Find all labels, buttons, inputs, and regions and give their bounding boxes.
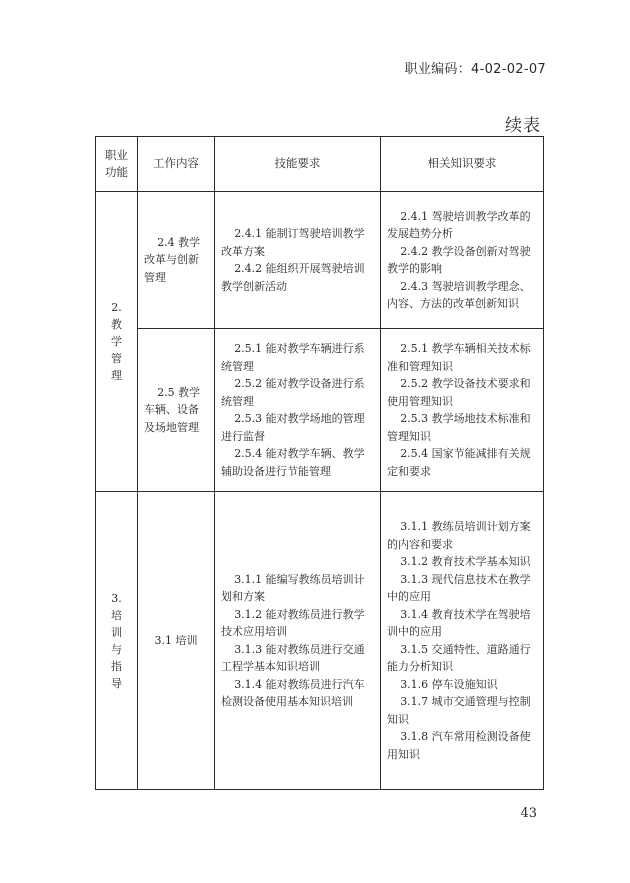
skills-cell <box>215 492 381 790</box>
skill-item: 2.5.4 能对教学车辆、教学辅助设备进行节能管理 <box>221 447 365 478</box>
table-header-row <box>96 137 544 192</box>
header-function <box>96 137 138 192</box>
knowledge-item: 3.1.2 教育技术学基本知识 <box>400 555 531 568</box>
knowledge-item: 3.1.6 停车设施知识 <box>400 677 498 691</box>
function-label-char: 理 <box>111 369 122 382</box>
work-cell: 3.1 培训 <box>138 492 215 790</box>
skill-item: 3.1.2 能对教练员进行教学技术应用培训 <box>221 607 365 638</box>
skill-item: 2.5.2 能对教学设备进行系统管理 <box>221 377 365 408</box>
knowledge-item: 2.5.4 国家节能减排有关规定和要求 <box>387 447 531 478</box>
function-label-char: 与 <box>111 642 122 656</box>
knowledge-item: 2.4.3 驾驶培训教学理念、内容、方法的改革创新知识 <box>387 279 531 310</box>
skill-item: 2.4.1 能制订驾驶培训教学改革方案 <box>221 227 365 258</box>
knowledge-item: 2.5.3 教学场地技术标准和管理知识 <box>387 412 531 443</box>
table-row <box>96 492 544 790</box>
skill-item: 2.4.2 能组织开展驾驶培训教学创新活动 <box>221 262 365 293</box>
knowledge-item: 3.1.4 教育技术学在驾驶培训中的应用 <box>387 607 531 638</box>
knowledge-item: 3.1.7 城市交通管理与控制知识 <box>387 695 531 726</box>
skill-item: 3.1.4 能对教练员进行汽车检测设备使用基本知识培训 <box>221 677 365 708</box>
function-label-char: 2. <box>111 301 122 314</box>
knowledge-item: 2.5.2 教学设备技术要求和使用管理知识 <box>387 377 531 408</box>
skills-table <box>95 136 544 790</box>
function-label-char: 3. <box>111 591 122 605</box>
knowledge-item: 3.1.1 教练员培训计划方案的内容和要求 <box>387 520 531 551</box>
function-label-char: 训 <box>111 625 122 639</box>
skill-item: 3.1.1 能编写教练员培训计划和方案 <box>221 572 365 603</box>
skill-item: 2.5.3 能对教学场地的管理进行监督 <box>221 412 365 443</box>
header-skills: 技能要求 <box>215 137 381 192</box>
knowledge-item: 3.1.8 汽车常用检测设备使用知识 <box>387 730 531 761</box>
work-cell: 2.4 教学改革与创新管理 <box>138 192 215 329</box>
skill-item: 2.5.1 能对教学车辆进行系统管理 <box>221 342 365 373</box>
knowledge-item: 2.4.1 驾驶培训教学改革的发展趋势分析 <box>387 209 531 240</box>
table-row <box>96 329 544 492</box>
header-work: 工作内容 <box>138 137 215 192</box>
continued-label: 续表 <box>505 116 541 136</box>
function-label-char: 指 <box>111 659 122 673</box>
work-cell: 2.5 教学车辆、设备及场地管理 <box>138 329 215 492</box>
skill-item: 3.1.3 能对教练员进行交通工程学基本知识培训 <box>221 642 365 673</box>
table-row <box>96 192 544 329</box>
knowledge-cell <box>381 492 544 790</box>
header-knowledge: 相关知识要求 <box>381 137 544 192</box>
function-cell-training-guidance <box>96 492 138 790</box>
function-label-char: 管 <box>111 352 122 365</box>
header-function-line: 职业 <box>105 148 128 162</box>
function-label-char: 教 <box>111 318 122 331</box>
knowledge-item: 3.1.5 交通特性、道路通行能力分析知识 <box>387 642 531 673</box>
header-function-line: 功能 <box>105 165 128 179</box>
function-label-char: 学 <box>111 335 122 348</box>
knowledge-item: 2.5.1 教学车辆相关技术标准和管理知识 <box>387 342 531 373</box>
knowledge-cell <box>381 329 544 492</box>
function-label-char: 培 <box>111 608 122 622</box>
function-label-char: 导 <box>111 676 122 690</box>
knowledge-cell <box>381 192 544 329</box>
skills-cell <box>215 192 381 329</box>
page-number: 43 <box>520 806 537 821</box>
function-cell-teaching-management <box>96 192 138 492</box>
skills-cell <box>215 329 381 492</box>
occupation-code: 职业编码：4-02-02-07 <box>404 62 546 77</box>
knowledge-item: 2.4.2 教学设备创新对驾驶教学的影响 <box>387 244 531 275</box>
knowledge-item: 3.1.3 现代信息技术在教学中的应用 <box>387 572 531 603</box>
